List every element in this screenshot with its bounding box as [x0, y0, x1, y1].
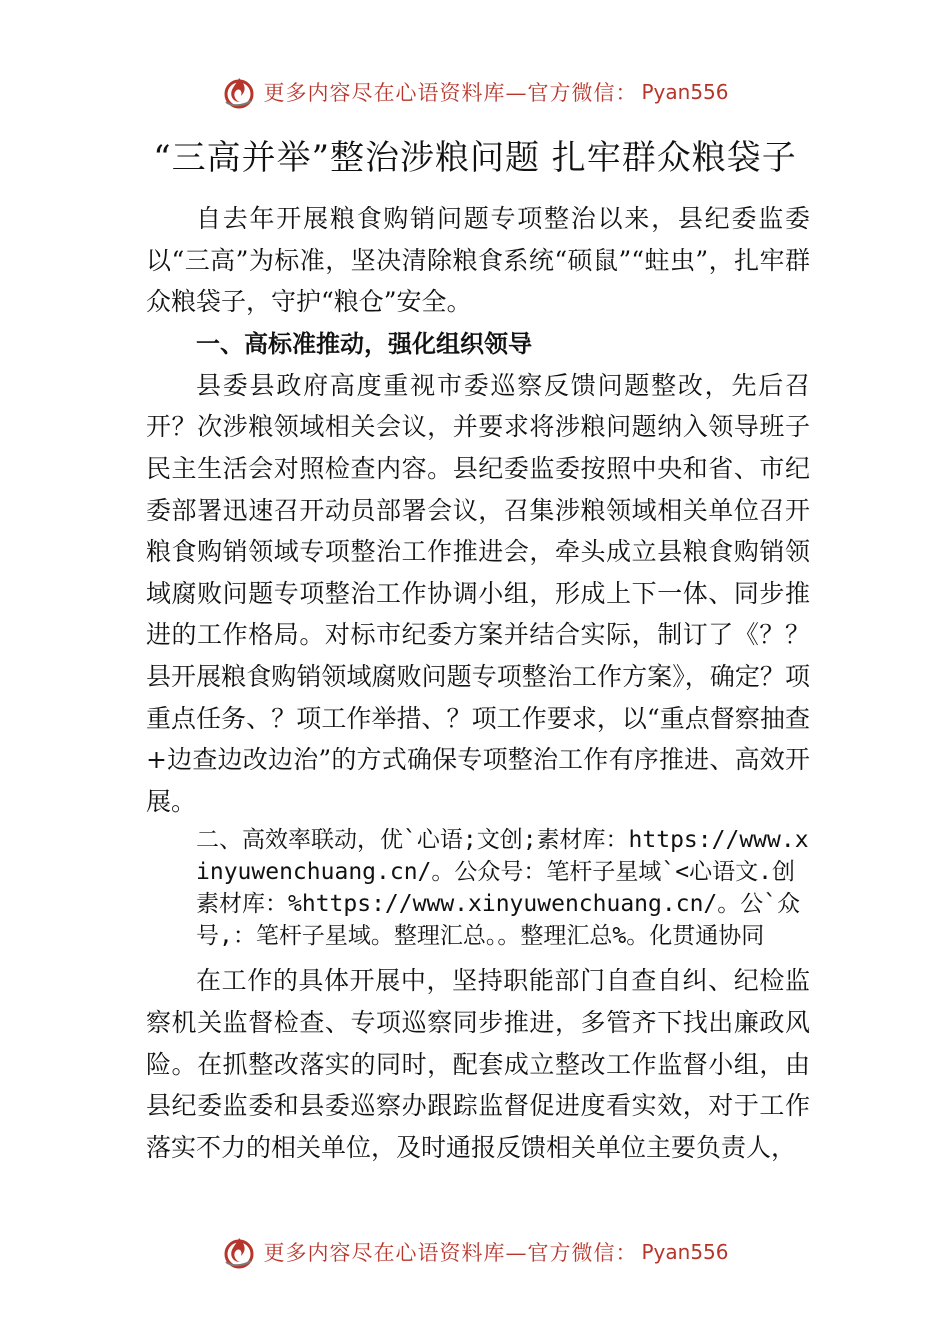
footer-watermark-banner: [0, 1232, 950, 1272]
flame-logo-icon: [221, 1234, 257, 1270]
banner-wechat-id: Pyan556: [641, 1240, 729, 1264]
section-2-paragraph: 在工作的具体开展中，坚持职能部门自查自纠、纪检监察机关监督检查、专项巡察同步推进，多管齐下找出廉政风险。在抓整改落实的同时，配套成立整改工作监督小组，由县纪委监委和县委巡察办跟踪监督促进度看实效，对于工作落实不力的相关单位，及时通报反馈相关单位主要负责人，: [146, 966, 810, 1162]
intro-paragraph: 自去年开展粮食购销问题专项整治以来，县纪委监委以“三高”为标准，坚决清除粮食系统“硕鼠”“蛀虫”，扎牢群众粮袋子，守护“粮仓”安全。: [146, 204, 810, 317]
banner-text: 更多内容尽在心语资料库—官方微信：: [263, 1241, 638, 1265]
banner-wechat-id: Pyan556: [641, 80, 729, 104]
section-heading-2-with-watermark: 二、高效率联动，优`心语;文创;素材库：https://www.xinyuwenchuang.cn/。公众号：笔杆子星域`<心语文.创素材库：%https://www.xinyuwenchuang.cn/。公`众号,：笔杆子星域。整理汇总。。整理汇总%。化贯通协同: [196, 827, 809, 950]
flame-logo-icon: [221, 74, 257, 110]
section-1-paragraph: 县委县政府高度重视市委巡察反馈问题整改，先后召开？次涉粮领域相关会议，并要求将涉粮问题纳入领导班子民主生活会对照检查内容。县纪委监委按照中央和省、市纪委部署迅速召开动员部署会议，召集涉粮领域相关单位召开粮食购销领域专项整治工作推进会，牵头成立县粮食购销领域腐败问题专项整治工作协调小组，形成上下一体、同步推进的工作格局。对标市纪委方案并结合实际，制订了《？？县开展粮食购销领域腐败问题专项整治工作方案》，确定？项重点任务、？项工作举措、？项工作要求，以“重点督察抽查+边查边改边治”的方式确保专项整治工作有序推进、高效开展。: [146, 370, 810, 816]
section-heading-1: 一、高标准推动，强化组织领导: [196, 329, 532, 358]
page-title: “三高并举”整治涉粮问题 扎牢群众粮袋子: [153, 138, 797, 178]
header-watermark-banner: [0, 72, 950, 112]
article-body: [146, 198, 810, 1168]
banner-text: 更多内容尽在心语资料库—官方微信：: [263, 81, 638, 105]
